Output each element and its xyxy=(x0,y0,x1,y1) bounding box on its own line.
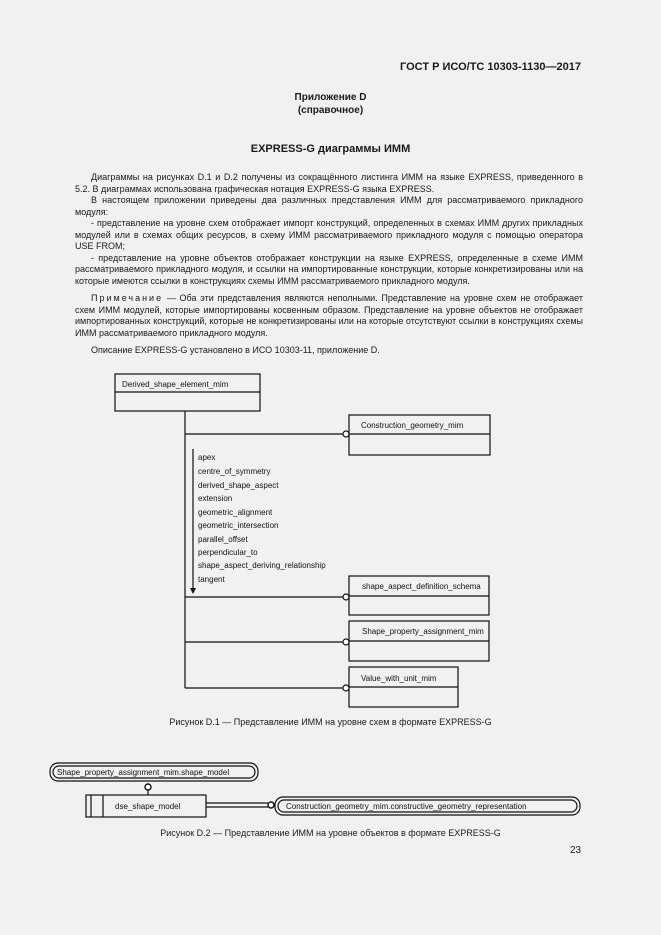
import-item: geometric_alignment xyxy=(198,508,273,517)
appendix-type: (справочное) xyxy=(297,105,364,116)
import-item: geometric_intersection xyxy=(198,521,279,530)
page-number: 23 xyxy=(570,845,582,856)
schema-label-1: Construction_geometry_mim xyxy=(361,421,464,430)
standard-header: ГОСТ Р ИСО/ТС 10303-1130—2017 xyxy=(400,61,581,73)
import-item: tangent xyxy=(198,575,225,584)
schema-label-2: shape_aspect_definition_schema xyxy=(362,582,481,591)
figure-d2-caption: Рисунок D.2 — Представление ИММ на уровне объектов в формате EXPRESS-G xyxy=(160,828,501,838)
main-schema-label: Derived_shape_element_mim xyxy=(122,380,229,389)
paragraph-1: Диаграммы на рисунках D.1 и D.2 получены из сокращённого листинга ИММ на языке EXPRESS, приведенного в 5.2. В диаграммах использована графическая нотация EXPRESS-G языка EXPRESS. xyxy=(75,172,583,194)
schema-label-3: Shape_property_assignment_mim xyxy=(362,627,484,636)
import-item: shape_aspect_deriving_relationship xyxy=(198,561,326,570)
paragraph-3: - представление на уровне схем отображает импорт конструкций, определенных в схемах ИММ других прикладных модулей или в схемах общих ресурсов, в схему ИММ рассматриваемого прикладного модуля с помощью оператора USE FROM; xyxy=(75,218,583,251)
appendix-title: Приложение D xyxy=(294,92,367,103)
schema-label-4: Value_with_unit_mim xyxy=(361,674,437,683)
ref-right-label: Construction_geometry_mim.constructive_geometry_representation xyxy=(286,802,527,811)
import-item: centre_of_symmetry xyxy=(198,467,271,476)
paragraph-4: - представление на уровне объектов отображает конструкции на языке EXPRESS, определенные в схеме ИММ рассматриваемого прикладного модуля, и ссылки на импортированные конструкции, которые конкретизированы или на которые имеются ссылки в конструкциях схемы ИММ рассматриваемого прикладного модуля. xyxy=(75,252,583,286)
figure-d1-caption: Рисунок D.1 — Представление ИММ на уровне схем в формате EXPRESS-G xyxy=(169,717,492,727)
import-item: parallel_offset xyxy=(198,535,248,544)
paragraph-5: Описание EXPRESS-G установлено в ИСО 10303-11, приложение D. xyxy=(91,345,380,355)
note-text: — Оба эти представления являются неполными. Представление на уровне схем не отображает схем ИММ модулей, которые импортированы косвенным образом. Представление на уровне объектов не отображает импортированных конструкций, которые не конкретизированы или на которые отсутствуют ссылки в конструкциях схемы ИММ рассматриваемого прикладного модуля. xyxy=(75,293,583,338)
import-item: perpendicular_to xyxy=(198,548,258,557)
import-item: extension xyxy=(198,494,233,503)
note-label: Примечание xyxy=(91,293,164,303)
appendix-heading: EXPRESS-G диаграммы ИММ xyxy=(250,143,411,155)
entity-label: dse_shape_model xyxy=(115,802,181,811)
paragraph-2: В настоящем приложении приведены два различных представления ИММ для рассматриваемого прикладного модуля: xyxy=(75,195,583,217)
ref-top-label: Shape_property_assignment_mim.shape_model xyxy=(57,768,230,777)
import-item: apex xyxy=(198,453,216,462)
import-item: derived_shape_aspect xyxy=(198,481,279,490)
